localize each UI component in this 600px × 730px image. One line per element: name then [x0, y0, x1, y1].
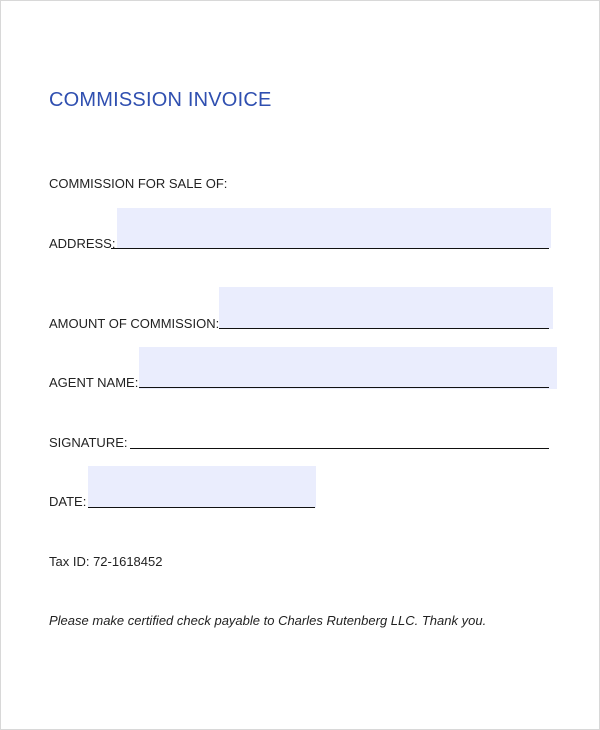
signature-label: SIGNATURE:: [49, 435, 128, 450]
address-underline: [111, 248, 549, 249]
date-field[interactable]: [88, 466, 316, 508]
sale-label: COMMISSION FOR SALE OF:: [49, 176, 228, 191]
agent-name-field[interactable]: [139, 347, 557, 389]
date-label: DATE:: [49, 494, 87, 509]
amount-of-commission-underline: [219, 328, 549, 329]
amount-of-commission-field[interactable]: [219, 287, 553, 329]
signature-underline[interactable]: [130, 448, 549, 449]
tax-id: Tax ID: 72-1618452: [49, 554, 163, 569]
page-title: COMMISSION INVOICE: [49, 89, 272, 111]
address-label: ADDRESS:: [49, 236, 116, 251]
date-underline: [88, 507, 315, 508]
payment-note: Please make certified check payable to Charles Rutenberg LLC. Thank you.: [49, 613, 487, 628]
amount-of-commission-label: AMOUNT OF COMMISSION:: [49, 316, 220, 331]
address-field[interactable]: [117, 208, 551, 248]
agent-name-underline: [139, 387, 549, 388]
agent-name-label: AGENT NAME:: [49, 375, 139, 390]
